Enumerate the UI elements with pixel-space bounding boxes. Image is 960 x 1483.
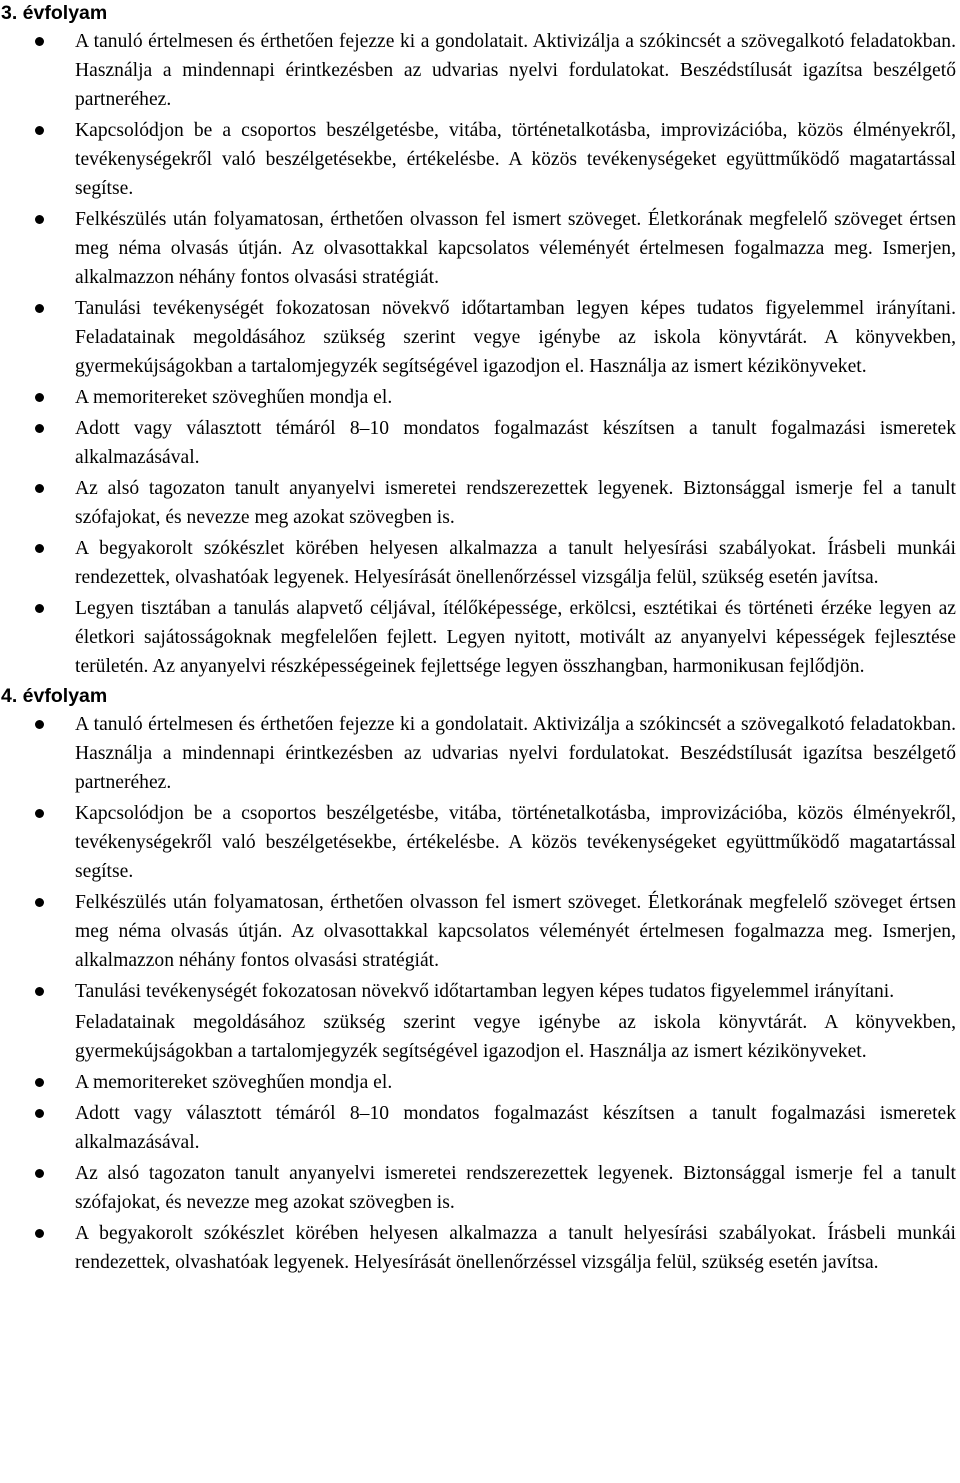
list-item-continuation: Feladatainak megoldásához szükség szerint vegye igénybe az iskola könyvtárát. A könyvekben, gyermekújságokban a tartalomjegyzék segítségével igazodjon el. Használja az ismert kézikönyveket. [75, 1012, 956, 1062]
bullet-icon [35, 126, 44, 135]
bullet-icon [35, 215, 44, 224]
list-item [0, 594, 960, 681]
bullet-icon [35, 37, 44, 46]
list-item-text: Az alsó tagozaton tanult anyanyelvi ismeretei rendszerezettek legyenek. Biztonsággal ismerje fel a tanult szófajokat, és nevezze meg azokat szövegben is. [75, 478, 956, 528]
bullet-icon [35, 1109, 44, 1118]
list-item [0, 710, 960, 797]
list-item [0, 27, 960, 114]
bullet-list-grade-4 [0, 710, 960, 1277]
bullet-icon [35, 484, 44, 493]
bullet-icon [35, 1169, 44, 1178]
list-item-text: Kapcsolódjon be a csoportos beszélgetésbe, vitába, történetalkotásba, improvizációba, közös élményekről, tevékenységekről való beszélgetésekbe, értékelésbe. A közös tevékenységeket együttműködő magatartással segítse. [75, 120, 956, 199]
list-item-text: Legyen tisztában a tanulás alapvető céljával, ítélőképessége, erkölcsi, esztétikai és történeti érzéke legyen az életkori sajátosságoknak megfelelően fejlett. Legyen nyitott, motivált az anyanyelvi képességek fejlesztése területén. Az anyanyelvi részképességeinek fejlettsége legyen összhangban, harmonikusan fejlődjön. [75, 598, 956, 677]
list-item [0, 294, 960, 381]
bullet-icon [35, 604, 44, 613]
bullet-icon [35, 720, 44, 729]
bullet-icon [35, 898, 44, 907]
list-item-text: Tanulási tevékenységét fokozatosan növekvő időtartamban legyen képes tudatos figyelemmel irányítani. [75, 981, 895, 1002]
list-item-text: Felkészülés után folyamatosan, érthetően olvasson fel ismert szöveget. Életkorának megfelelő szöveget értsen meg néma olvasás útján. Az olvasottakkal kapcsolatos véleményét értelmesen fogalmazza meg. Ismerjen, alkalmazzon néhány fontos olvasási stratégiát. [75, 209, 956, 288]
list-item-text: A tanuló értelmesen és érthetően fejezze ki a gondolatait. Aktivizálja a szókincsét a szövegalkotó feladatokban. Használja a mindennapi érintkezésben az udvarias nyelvi fordulatokat. Beszédstílusát igazítsa beszélgető partneréhez. [75, 31, 956, 110]
bullet-icon [35, 987, 44, 996]
list-item [0, 977, 960, 1006]
bullet-icon [35, 809, 44, 818]
bullet-icon [35, 1229, 44, 1238]
list-item [0, 116, 960, 203]
list-item-text: A memoritereket szöveghűen mondja el. [75, 387, 393, 408]
list-item [0, 534, 960, 592]
list-item-text: Adott vagy választott témáról 8–10 mondatos fogalmazást készítsen a tanult fogalmazási ismeretek alkalmazásával. [75, 1103, 956, 1153]
list-item-text: A tanuló értelmesen és érthetően fejezze ki a gondolatait. Aktivizálja a szókincsét a szövegalkotó feladatokban. Használja a mindennapi érintkezésben az udvarias nyelvi fordulatokat. Beszédstílusát igazítsa beszélgető partneréhez. [75, 714, 956, 793]
list-item [0, 414, 960, 472]
list-item [0, 383, 960, 412]
list-item-text: Tanulási tevékenységét fokozatosan növekvő időtartamban legyen képes tudatos figyelemmel irányítani. Feladatainak megoldásához szükség szerint vegye igénybe az iskola könyvtárát. A könyvekben, gyermekújságokban a tartalomjegyzék segítségével igazodjon el. Használja az ismert kézikönyveket. [75, 298, 956, 377]
list-item [0, 1068, 960, 1097]
list-item [0, 1159, 960, 1217]
list-item-text: Kapcsolódjon be a csoportos beszélgetésbe, vitába, történetalkotásba, improvizációba, közös élményekről, tevékenységekről való beszélgetésekbe, értékelésbe. A közös tevékenységeket együttműködő magatartással segítse. [75, 803, 956, 882]
list-item-text: Adott vagy választott témáról 8–10 mondatos fogalmazást készítsen a tanult fogalmazási ismeretek alkalmazásával. [75, 418, 956, 468]
list-item [0, 888, 960, 975]
list-item-text: Felkészülés után folyamatosan, érthetően olvasson fel ismert szöveget. Életkorának megfelelő szöveget értsen meg néma olvasás útján. Az olvasottakkal kapcsolatos véleményét értelmesen fogalmazza meg. Ismerjen, alkalmazzon néhány fontos olvasási stratégiát. [75, 892, 956, 971]
list-item [0, 205, 960, 292]
list-item [0, 474, 960, 532]
bullet-icon [35, 1078, 44, 1087]
bullet-icon [35, 544, 44, 553]
bullet-list-grade-3 [0, 27, 960, 681]
bullet-icon [35, 304, 44, 313]
list-item-text: A begyakorolt szókészlet körében helyesen alkalmazza a tanult helyesírási szabályokat. Írásbeli munkái rendezettek, olvashatóak legyenek. Helyesírását önellenőrzéssel vizsgálja felül, szükség esetén javítsa. [75, 538, 956, 588]
section-heading-grade-4: 4. évfolyam [1, 685, 108, 707]
list-item [0, 1099, 960, 1157]
list-item-text: Az alsó tagozaton tanult anyanyelvi ismeretei rendszerezettek legyenek. Biztonsággal ismerje fel a tanult szófajokat, és nevezze meg azokat szövegben is. [75, 1163, 956, 1213]
list-item [0, 1219, 960, 1277]
list-item-text: A memoritereket szöveghűen mondja el. [75, 1072, 393, 1093]
bullet-icon [35, 393, 44, 402]
list-item-text: A begyakorolt szókészlet körében helyesen alkalmazza a tanult helyesírási szabályokat. Írásbeli munkái rendezettek, olvashatóak legyenek. Helyesírását önellenőrzéssel vizsgálja felül, szükség esetén javítsa. [75, 1223, 956, 1273]
bullet-icon [35, 424, 44, 433]
section-heading-grade-3: 3. évfolyam [1, 2, 108, 24]
list-item [0, 799, 960, 886]
